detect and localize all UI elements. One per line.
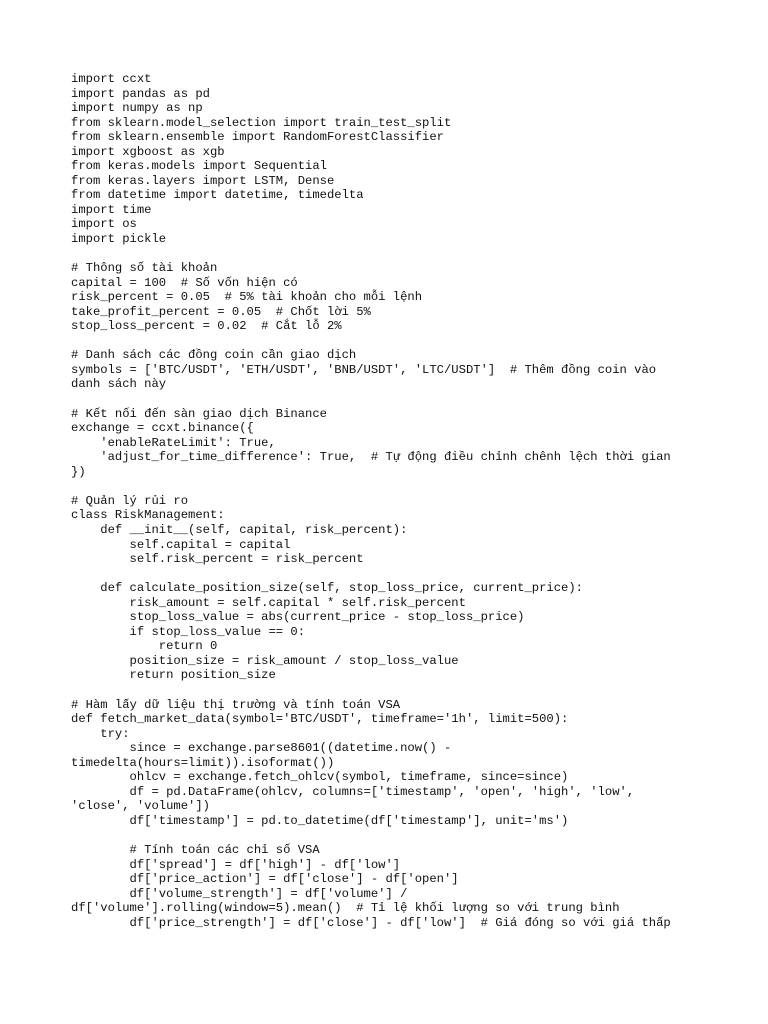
code-line: # Quản lý rủi ro	[71, 493, 189, 508]
code-line: from sklearn.model_selection import train_test_split	[71, 115, 452, 130]
code-line: df['price_strength'] = df['close'] - df['low'] # Giá đóng so với giá thấp	[71, 915, 671, 930]
blank-line	[71, 392, 671, 407]
code-line: position_size = risk_amount / stop_loss_value	[71, 653, 459, 668]
code-line: risk_amount = self.capital * self.risk_percent	[71, 595, 466, 610]
code-line: from sklearn.ensemble import RandomForestClassifier	[71, 130, 444, 145]
code-line: if stop_loss_value == 0:	[71, 624, 306, 639]
blank-line	[71, 683, 671, 698]
code-line: # Tính toán các chỉ số VSA	[71, 842, 320, 857]
code-line: return position_size	[71, 668, 276, 683]
code-line: stop_loss_percent = 0.02 # Cắt lỗ 2%	[71, 319, 342, 334]
code-line: self.risk_percent = risk_percent	[71, 552, 364, 567]
code-line: # Kết nối đến sàn giao dịch Binance	[71, 406, 327, 421]
code-line: 'adjust_for_time_difference': True, # Tự động điều chỉnh chênh lệch thời gian	[71, 450, 671, 465]
code-line: # Danh sách các đồng coin cần giao dịch	[71, 348, 357, 363]
code-line: df['volume'].rolling(window=5).mean() # Tỉ lệ khối lượng so với trung bình	[71, 901, 620, 916]
blank-line	[71, 247, 671, 262]
code-line: def fetch_market_data(symbol='BTC/USDT', timeframe='1h', limit=500):	[71, 712, 569, 727]
code-line: def calculate_position_size(self, stop_loss_price, current_price):	[71, 581, 583, 596]
code-line: self.capital = capital	[71, 537, 291, 552]
code-line: since = exchange.parse8601((datetime.now() -	[71, 741, 452, 756]
code-line: df['volume_strength'] = df['volume'] /	[71, 886, 408, 901]
code-line: stop_loss_value = abs(current_price - stop_loss_price)	[71, 610, 525, 625]
code-line: from datetime import datetime, timedelta	[71, 188, 364, 203]
code-line: })	[71, 464, 86, 479]
blank-line	[71, 334, 671, 349]
code-line: def __init__(self, capital, risk_percent):	[71, 522, 408, 537]
blank-line	[71, 828, 671, 843]
code-line: try:	[71, 726, 130, 741]
code-line: df['timestamp'] = pd.to_datetime(df['timestamp'], unit='ms')	[71, 813, 569, 828]
code-line: risk_percent = 0.05 # 5% tài khoản cho mỗi lệnh	[71, 290, 423, 305]
code-block	[71, 72, 671, 930]
code-line: capital = 100 # Số vốn hiện có	[71, 275, 298, 290]
code-line: danh sách này	[71, 377, 167, 392]
code-line: return 0	[71, 639, 218, 654]
code-line: df = pd.DataFrame(ohlcv, columns=['timestamp', 'open', 'high', 'low',	[71, 784, 635, 799]
blank-line	[71, 567, 671, 582]
code-line: import pickle	[71, 232, 167, 247]
code-line: import os	[71, 217, 137, 232]
code-line: import ccxt	[71, 72, 152, 86]
code-line: ohlcv = exchange.fetch_ohlcv(symbol, timeframe, since=since)	[71, 770, 569, 785]
code-line: take_profit_percent = 0.05 # Chốt lời 5%	[71, 304, 371, 319]
code-line: 'enableRateLimit': True,	[71, 435, 276, 450]
code-line: timedelta(hours=limit)).isoformat())	[71, 755, 335, 770]
code-line: # Hàm lấy dữ liệu thị trường và tính toán VSA	[71, 697, 401, 712]
code-line: df['price_action'] = df['close'] - df['open']	[71, 872, 459, 887]
code-line: import numpy as np	[71, 101, 203, 116]
code-line: # Thông số tài khoản	[71, 261, 218, 276]
code-line: import pandas as pd	[71, 86, 210, 101]
code-line: 'close', 'volume'])	[71, 799, 210, 814]
code-line: df['spread'] = df['high'] - df['low']	[71, 857, 401, 872]
code-line: symbols = ['BTC/USDT', 'ETH/USDT', 'BNB/USDT', 'LTC/USDT'] # Thêm đồng coin vào	[71, 362, 657, 377]
code-line: import xgboost as xgb	[71, 144, 225, 159]
code-line: exchange = ccxt.binance({	[71, 421, 254, 436]
blank-line	[71, 479, 671, 494]
code-line: from keras.layers import LSTM, Dense	[71, 173, 335, 188]
code-line: import time	[71, 202, 152, 217]
code-line: from keras.models import Sequential	[71, 159, 327, 174]
code-line: class RiskManagement:	[71, 508, 225, 523]
